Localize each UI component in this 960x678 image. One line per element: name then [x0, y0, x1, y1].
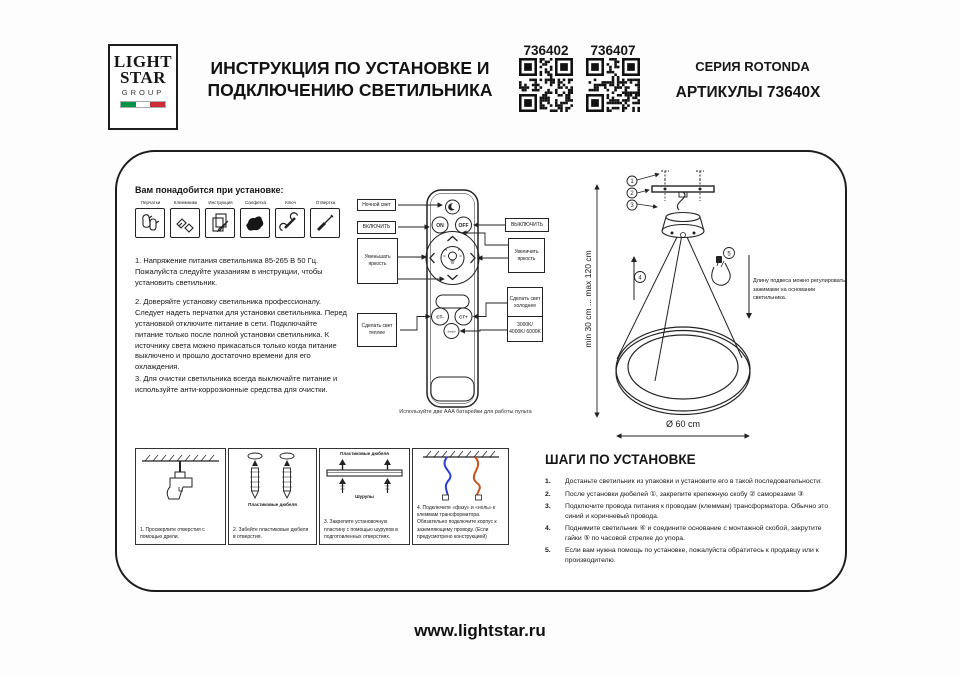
- tool-item: Отвертка: [310, 200, 341, 238]
- label-warmer-light: Сделать свет теплее: [357, 313, 397, 347]
- tool-item: Ключ: [275, 200, 306, 238]
- step-item: 5. Если вам нужна помощь по установке, пожалуйста обратитесь к продавцу или к производителю.: [545, 547, 819, 564]
- italian-flag-icon: [120, 101, 166, 108]
- svg-text:1: 1: [630, 179, 634, 186]
- svg-text:3: 3: [630, 203, 634, 210]
- svg-text:CT+: CT+: [459, 314, 468, 320]
- mounting-plate-icon: [320, 457, 409, 495]
- svg-text:2: 2: [630, 191, 634, 198]
- remote-body: [427, 190, 478, 407]
- article-numbers: АРТИКУЛЫ 73640X: [675, 84, 821, 101]
- safety-paragraph-3: 3. Для очистки светильника всегда выключайте питание и используйте анти-коррозионные средства для очистки.: [135, 374, 338, 394]
- wires-icon: [413, 449, 508, 501]
- circled-marker-3: [627, 200, 637, 210]
- dowels-icon: [229, 449, 316, 503]
- panel-caption: 3. Закрепите установочную пластину с помощью шурупов в подготовленных отверстиях.: [324, 519, 398, 540]
- panel-label: Пластиковые дюбеля: [340, 451, 389, 456]
- qr-label-1: 736402: [523, 43, 569, 58]
- circled-marker-5: [724, 248, 735, 259]
- step-item: 3. Подключите провода питания к проводам (клеммам) трансформатора. Обычно это синий и коричневый провода.: [545, 503, 829, 520]
- panel-caption: 2. Забейте пластиковые дюбеля в отверстия.: [233, 526, 309, 540]
- svg-text:CT-: CT-: [436, 314, 444, 320]
- label-colder-light: Сделать свет холоднее: [507, 287, 543, 319]
- panel-dowels: [228, 448, 317, 545]
- logo-text: STAR: [119, 68, 167, 88]
- panel-drill: [135, 448, 226, 545]
- safety-paragraph-1: 1. Напряжение питания светильника 85-265 В 50 Гц. Пожалуйста следуйте указаниям в инструкции, чтобы установить светильник.: [135, 256, 323, 287]
- lightstar-logo: [108, 44, 178, 130]
- ceiling-canopy: [662, 213, 704, 238]
- tools-list: [135, 200, 341, 238]
- label-night-light: Ночной свет: [357, 199, 396, 211]
- website-url: www.lightstar.ru: [414, 621, 546, 640]
- tool-item: Инструкция: [205, 200, 236, 238]
- panel-wiring: [412, 448, 509, 545]
- tool-item: Перчатки: [135, 200, 166, 238]
- svg-text:Switch: Switch: [447, 329, 456, 334]
- svg-text:ON: ON: [436, 223, 444, 229]
- qr-code-icon: [586, 58, 640, 112]
- wrench-icon: [275, 208, 305, 238]
- step-item: 2. После установки дюбелей ①, закрепите крепежную скобу ② саморезами ③: [545, 490, 804, 498]
- step-item: 4. Поднимите светильник ④ и соедините основание с монтажной скобой, закрутите гайки ⑤ по часовой стрелке до упора.: [545, 525, 822, 542]
- suspension-adjust-note: Длину подвеса можно регулировать зажимами на основании светильника.: [753, 278, 846, 302]
- panel-label: Шурупы: [355, 493, 374, 499]
- step-item: 1. Достаньте светильник из упаковки и установите его в такой последовательности:: [545, 478, 822, 485]
- mounting-bracket: [652, 186, 714, 192]
- drill-icon: [136, 449, 225, 505]
- screwdriver-icon: [310, 208, 340, 238]
- ceiling-screws: [661, 171, 704, 186]
- panel-caption: 1. Просверлите отверстия с помощью дрели.: [140, 526, 205, 540]
- logo-text: LIGHT: [113, 52, 173, 71]
- safety-paragraph-2: 2. Доверяйте установку светильника профессионалу. Следует надеть перчатки для установки светильника. Перед установкой отключите питание в сети. Подключайте питание только после полной установки светильника. К источнику света можно прикасаться только когда питание выключено и прошло достаточно времени для его охлаждения.: [135, 297, 347, 372]
- page-title: ИНСТРУКЦИЯ ПО УСТАНОВКЕ И ПОДКЛЮЧЕНИЮ СВЕТИЛЬНИКА: [207, 58, 493, 101]
- circled-marker-4: [635, 272, 646, 283]
- label-increase-brightness: Увеличить яркость: [508, 238, 545, 273]
- cloth-icon: [240, 208, 270, 238]
- tool-item: Клеммники: [170, 200, 201, 238]
- light-ring: [616, 327, 750, 415]
- installation-pictograms: [135, 448, 509, 545]
- circled-marker-1: [627, 176, 637, 186]
- label-kelvin-values: 3000K/ 4000K/ 6000K: [507, 316, 543, 342]
- steps-heading: ШАГИ ПО УСТАНОВКЕ: [545, 452, 696, 467]
- qr-code-icon: [519, 58, 573, 112]
- phase-wire-blue: [445, 457, 451, 498]
- qr-label-2: 736407: [590, 43, 636, 58]
- pendant-lamp-diagram: [558, 160, 858, 455]
- svg-text:OFF: OFF: [458, 223, 469, 229]
- diameter-dimension-text: Ø 60 cm: [665, 419, 700, 429]
- label-turn-off: ВЫКЛЮЧИТЬ: [505, 218, 549, 232]
- label-decrease-brightness: Уменьшать яркость: [357, 238, 398, 284]
- steps-list: [545, 477, 837, 565]
- height-dimension-text: min 30 cm ... max 120 cm: [583, 250, 593, 348]
- needs-heading: Вам понадобится при установке:: [135, 185, 284, 195]
- panel-label: Пластиковые дюбеля: [248, 502, 297, 507]
- circled-marker-2: [627, 188, 637, 198]
- logo-text: GROUP: [121, 88, 165, 98]
- battery-note: Используйте две AAA батарейки для работы пульта: [399, 409, 532, 415]
- manual-icon: [205, 208, 235, 238]
- tool-item: Салфетка: [240, 200, 271, 238]
- series-name: СЕРИЯ ROTONDA: [695, 59, 810, 74]
- suspension-wires: [617, 237, 742, 381]
- panel-caption: 4. Подключите «фазу» и «ноль» к клеммам трансформатора. Обязательно подключите корпус к заземляющему проводу. (Если предусмотрено конструкцией): [417, 504, 497, 540]
- label-turn-on: ВКЛЮЧИТЬ: [357, 221, 396, 234]
- svg-text:5: 5: [727, 251, 731, 258]
- svg-text:4: 4: [638, 275, 642, 282]
- gloves-icon: [135, 208, 165, 238]
- panel-mounting-plate: [319, 448, 410, 545]
- hand-icon: [712, 256, 731, 285]
- wire-connectors-icon: [170, 208, 200, 238]
- neutral-wire-brown: [474, 457, 480, 498]
